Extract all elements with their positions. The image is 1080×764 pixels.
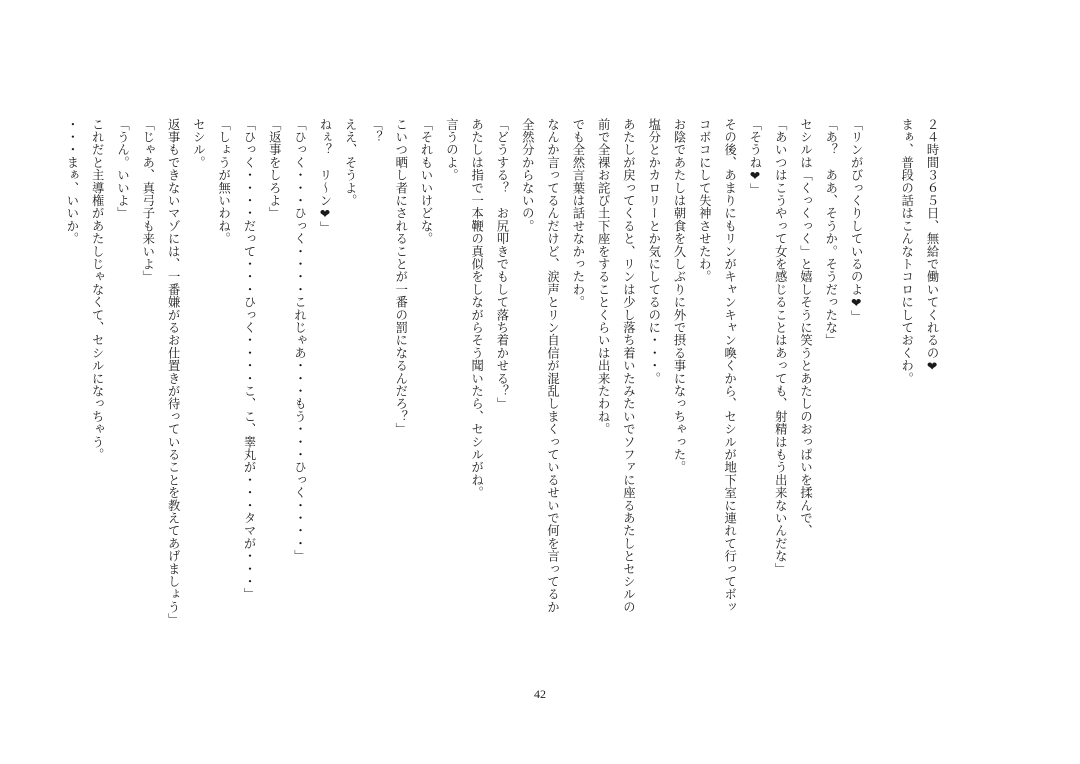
text-line: ねぇ？ リ～ン❤」 [317, 118, 332, 234]
text-line: 「？ [368, 118, 383, 144]
text-line: 「ひっく・・・・だって・・・ひっく・・・・こ、こ、睾丸が・・・タマが・・・」 [241, 118, 256, 601]
text-line: 「しょうが無いわね。 [216, 118, 231, 245]
page-number: 42 [534, 687, 546, 701]
text-line: セシル。 [191, 118, 206, 169]
text-line: 「うん。いいよ」 [115, 118, 130, 220]
text-line: コボコにして失神させたわ。 [697, 118, 712, 284]
text-line: あたしが戻ってくると、リンは少し落ち着いたみたいでソファに座るあたしとセシルの [621, 118, 636, 614]
text-line: お陰であたしは朝食を久しぶりに外で摂る事になっちゃった。 [672, 118, 687, 474]
text-line: でも全然言葉は話せなかったわ。 [570, 118, 585, 309]
text-line: その後、あまりにもリンがキャンキャン喚くから、セシルが地下室に連れて行ってボッ [722, 118, 737, 614]
text-line: セシルは「くっくっく」と嬉しそうに笑うとあたしのおっぱいを揉んで、 [798, 118, 813, 538]
text-line: ええ、そうよ。 [343, 118, 358, 207]
text-line: 塩分とかカロリーとか気にしてるのに・・・。 [646, 118, 661, 385]
text-line: 「そうね❤」 [747, 118, 762, 196]
text-line: こいつ晒し者にされることが一番の罰になるんだろ？」 [393, 118, 408, 436]
text-line: 「じゃあ、真弓子も来いよ」 [140, 118, 155, 284]
text-line: 「あいつはこうやって女を感じることはあっても、射精はもう出来ないんだな」 [773, 118, 788, 576]
blank-line [868, 118, 893, 666]
text-line: 言うのよ。 [444, 118, 459, 182]
text-line: 「それもいいけどな。 [419, 118, 434, 245]
text-line: 「あ？ ああ、そうか。そうだったな」 [823, 118, 838, 347]
text-line: あたしは指で一本鞭の真似をしながらそう聞いたら、セシルがね。 [469, 118, 484, 499]
text-line: 前で全裸お詫び土下座をすることくらいは出来たわね。 [596, 118, 611, 436]
text-line: 「どうする？ お尻叩きでもして落ち着かせる？」 [494, 118, 509, 411]
text-line: 「リンがびっくりしているのよ❤」 [849, 118, 864, 323]
text-line: まぁ、普段の話はこんなトコロにしておくわ。 [899, 118, 914, 385]
text-line: これだと主導権があたしじゃなくて、セシルになっちゃう。 [90, 118, 105, 461]
text-line: 全然分からないの。 [520, 118, 535, 233]
text-line: 「ひっく・・・ひっく・・・・これじゃあ・・・もう・・・ひっく・・・・」 [292, 118, 307, 563]
text-line: ・・・まぁ、いいか。 [64, 118, 79, 245]
vertical-text-body [59, 118, 944, 666]
text-line: ２４時間３６５日、無給で働いてくれるの❤ [925, 118, 939, 374]
text-line: なんか言ってるんだけど、涙声とリン自信が混乱しまくっているせいで何を言ってるか [545, 118, 560, 614]
text-line: 「返事をしろよ」 [267, 118, 282, 220]
text-line: 返事もできないマゾには、一番嫌がるお仕置きが待っていることを教えてあげましょう」 [166, 118, 181, 626]
